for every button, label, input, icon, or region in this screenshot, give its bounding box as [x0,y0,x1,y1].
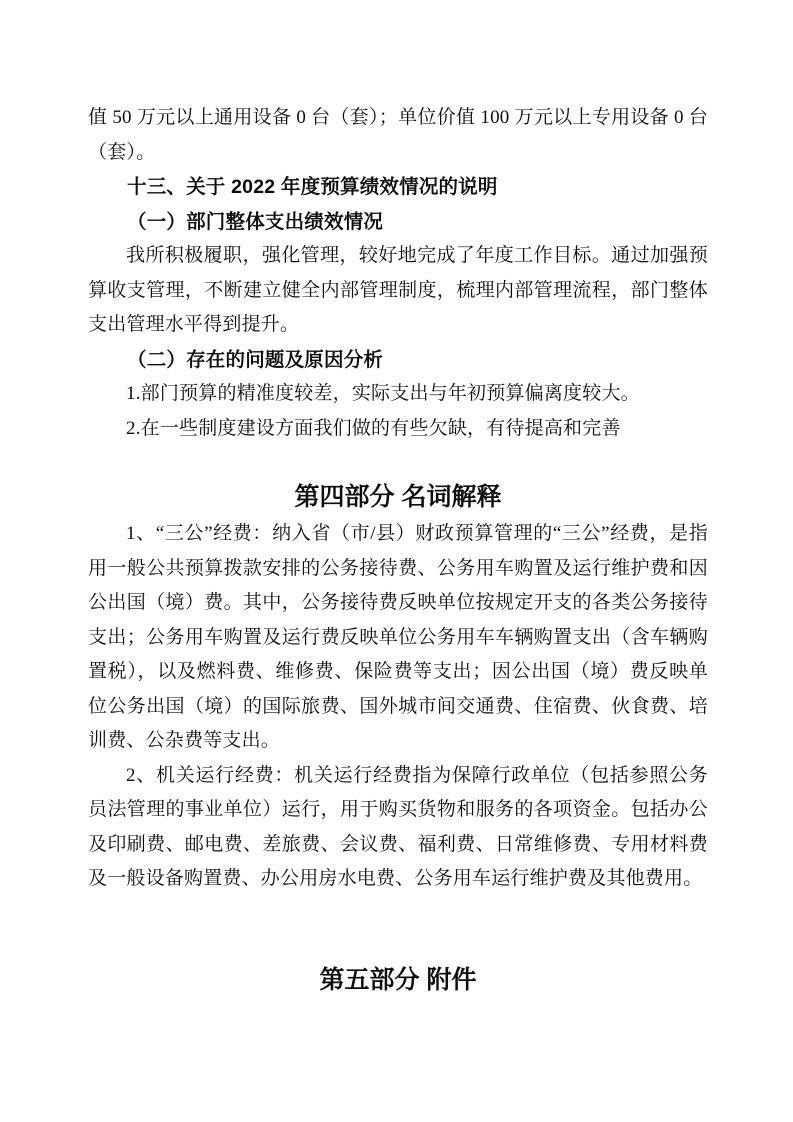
paragraph-performance-summary: 我所积极履职，强化管理，较好地完成了年度工作目标。通过加强预算收支管理，不断建立健全内部管理制度，梳理内部管理流程，部门整体支出管理水平得到提升。 [88,245,708,335]
heading-section-13-budget-performance: 十三、关于 2022 年度预算绩效情况的说明 [127,176,498,198]
paragraph-continued-equipment-value: 值 50 万元以上通用设备 0 台（套）；单位价值 100 万元以上专用设备 0 台（套）。 [88,107,708,163]
paragraph-problem-2: 2.在一些制度建设方面我们做的有些欠缺，有待提高和完善 [126,417,621,439]
paragraph-definition-three-public-funds: 1、“三公”经费：纳入省（市/县）财政预算管理的“三公”经费，是指用一般公共预算拨款安排的公务接待费、公务用车购置及运行维护费和因公出国（境）费。其中，公务接待费反映单位按规定开支的各类公务接待支出；公务用车购置及运行费反映单位公务用车车辆购置支出（含车辆购置税），以及燃料费、维修费、保险费等支出；因公出国（境）费反映单位公务出国（境）的国际旅费、国外城市间交通费、住宿费、伙食费、培训费、公杂费等支出。 [88,523,708,751]
section-title-part5-attachments: 第五部分 附件 [319,965,477,994]
paragraph-definition-agency-operating-funds: 2、机关运行经费：机关运行经费指为保障行政单位（包括参照公务员法管理的事业单位）运行，用于购买货物和服务的各项资金。包括办公及印刷费、邮电费、差旅费、会议费、福利费、日常维修费、专用材料费及一般设备购置费、办公用房水电费、公务用车运行维护费及其他费用。 [88,764,708,889]
section-title-part4-glossary: 第四部分 名词解释 [294,483,502,511]
paragraph-problem-1: 1.部门预算的精准度较差，实际支出与年初预算偏离度较大。 [126,383,640,404]
document-content [88,101,708,998]
heading-problems-and-causes: （二）存在的问题及原因分析 [127,348,384,371]
heading-overall-expenditure-performance: （一）部门整体支出绩效情况 [127,210,384,233]
